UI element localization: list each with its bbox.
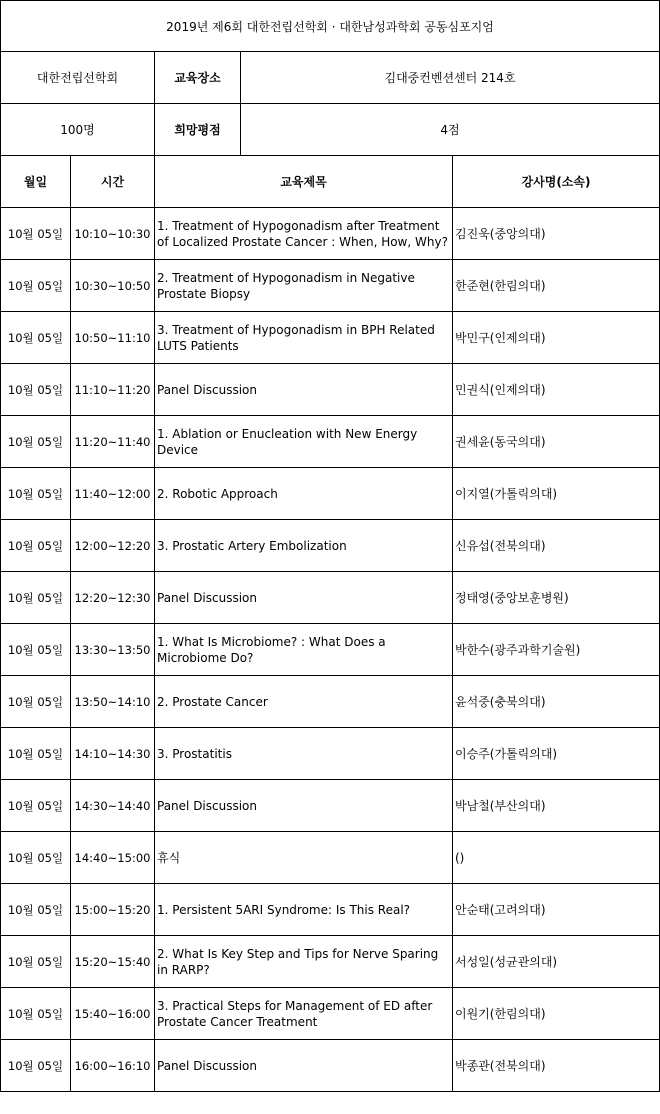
- date-cell: 10월 05일: [1, 780, 71, 832]
- date-cell: 10월 05일: [1, 208, 71, 260]
- time-cell: 11:40~12:00: [71, 468, 155, 520]
- table-row: [1, 468, 660, 520]
- date-cell: 10월 05일: [1, 988, 71, 1040]
- time-cell: 15:00~15:20: [71, 884, 155, 936]
- table-row: [1, 624, 660, 676]
- table-row: [1, 364, 660, 416]
- time-cell: 10:30~10:50: [71, 260, 155, 312]
- lecturer-cell: 박한수(광주과학기술원): [453, 624, 660, 676]
- lecturer-cell: (): [453, 832, 660, 884]
- table-row: [1, 312, 660, 364]
- lecturer-cell: 서성일(성균관의대): [453, 936, 660, 988]
- time-cell: 14:40~15:00: [71, 832, 155, 884]
- table-row: [1, 260, 660, 312]
- time-cell: 12:00~12:20: [71, 520, 155, 572]
- subject-cell: 휴식: [155, 832, 453, 884]
- date-cell: 10월 05일: [1, 676, 71, 728]
- info-row-venue: [1, 52, 660, 104]
- lecturer-cell: 이지열(가톨릭의대): [453, 468, 660, 520]
- time-cell: 10:10~10:30: [71, 208, 155, 260]
- lecturer-cell: 박민구(인제의대): [453, 312, 660, 364]
- subject-cell: 1. Ablation or Enucleation with New Energy Device: [155, 416, 453, 468]
- header-time: 시간: [71, 156, 155, 208]
- time-cell: 12:20~12:30: [71, 572, 155, 624]
- venue-label: 교육장소: [155, 52, 241, 104]
- lecturer-cell: 박종관(전북의대): [453, 1040, 660, 1092]
- table-row: [1, 884, 660, 936]
- date-cell: 10월 05일: [1, 572, 71, 624]
- table-row: [1, 416, 660, 468]
- score: 4점: [241, 104, 660, 156]
- venue: 김대중컨벤션센터 214호: [241, 52, 660, 104]
- time-cell: 11:20~11:40: [71, 416, 155, 468]
- date-cell: 10월 05일: [1, 260, 71, 312]
- subject-cell: 1. Persistent 5ARI Syndrome: Is This Real?: [155, 884, 453, 936]
- organizer: 대한전립선학회: [1, 52, 155, 104]
- subject-cell: 3. Treatment of Hypogonadism in BPH Related LUTS Patients: [155, 312, 453, 364]
- page-title: 2019년 제6회 대한전립선학회 · 대한남성과학회 공동심포지엄: [1, 1, 660, 52]
- table-row: [1, 208, 660, 260]
- time-cell: 14:30~14:40: [71, 780, 155, 832]
- header-lecturer: 강사명(소속): [453, 156, 660, 208]
- header-row: [1, 156, 660, 208]
- table-row: [1, 1040, 660, 1092]
- subject-cell: 3. Prostatic Artery Embolization: [155, 520, 453, 572]
- date-cell: 10월 05일: [1, 832, 71, 884]
- subject-cell: 2. Prostate Cancer: [155, 676, 453, 728]
- lecturer-cell: 윤석중(충북의대): [453, 676, 660, 728]
- subject-cell: 3. Prostatitis: [155, 728, 453, 780]
- subject-cell: Panel Discussion: [155, 364, 453, 416]
- date-cell: 10월 05일: [1, 1040, 71, 1092]
- subject-cell: 1. What Is Microbiome? : What Does a Microbiome Do?: [155, 624, 453, 676]
- title-row: [1, 1, 660, 52]
- table-row: [1, 780, 660, 832]
- time-cell: 16:00~16:10: [71, 1040, 155, 1092]
- lecturer-cell: 이원기(한림의대): [453, 988, 660, 1040]
- lecturer-cell: 박남철(부산의대): [453, 780, 660, 832]
- subject-cell: 2. Robotic Approach: [155, 468, 453, 520]
- time-cell: 11:10~11:20: [71, 364, 155, 416]
- table-row: [1, 520, 660, 572]
- lecturer-cell: 한준현(한림의대): [453, 260, 660, 312]
- lecturer-cell: 이승주(가톨릭의대): [453, 728, 660, 780]
- table-row: [1, 728, 660, 780]
- info-row-score: [1, 104, 660, 156]
- time-cell: 13:50~14:10: [71, 676, 155, 728]
- subject-cell: 3. Practical Steps for Management of ED after Prostate Cancer Treatment: [155, 988, 453, 1040]
- table-row: [1, 572, 660, 624]
- lecturer-cell: 권세윤(동국의대): [453, 416, 660, 468]
- subject-cell: 1. Treatment of Hypogonadism after Treatment of Localized Prostate Cancer : When, How, Why?: [155, 208, 453, 260]
- table-row: [1, 936, 660, 988]
- lecturer-cell: 신유섭(전북의대): [453, 520, 660, 572]
- time-cell: 13:30~13:50: [71, 624, 155, 676]
- lecturer-cell: 민권식(인제의대): [453, 364, 660, 416]
- table-row: [1, 988, 660, 1040]
- lecturer-cell: 안순태(고려의대): [453, 884, 660, 936]
- subject-cell: Panel Discussion: [155, 1040, 453, 1092]
- subject-cell: 2. What Is Key Step and Tips for Nerve Sparing in RARP?: [155, 936, 453, 988]
- date-cell: 10월 05일: [1, 312, 71, 364]
- table-row: [1, 832, 660, 884]
- time-cell: 14:10~14:30: [71, 728, 155, 780]
- date-cell: 10월 05일: [1, 624, 71, 676]
- header-date: 월일: [1, 156, 71, 208]
- subject-cell: Panel Discussion: [155, 572, 453, 624]
- table-row: [1, 676, 660, 728]
- date-cell: 10월 05일: [1, 520, 71, 572]
- time-cell: 15:20~15:40: [71, 936, 155, 988]
- subject-cell: 2. Treatment of Hypogonadism in Negative Prostate Biopsy: [155, 260, 453, 312]
- lecturer-cell: 김진욱(중앙의대): [453, 208, 660, 260]
- date-cell: 10월 05일: [1, 884, 71, 936]
- date-cell: 10월 05일: [1, 936, 71, 988]
- capacity: 100명: [1, 104, 155, 156]
- date-cell: 10월 05일: [1, 728, 71, 780]
- date-cell: 10월 05일: [1, 416, 71, 468]
- subject-cell: Panel Discussion: [155, 780, 453, 832]
- lecturer-cell: 정태영(중앙보훈병원): [453, 572, 660, 624]
- score-label: 희망평점: [155, 104, 241, 156]
- date-cell: 10월 05일: [1, 364, 71, 416]
- time-cell: 10:50~11:10: [71, 312, 155, 364]
- time-cell: 15:40~16:00: [71, 988, 155, 1040]
- header-subject: 교육제목: [155, 156, 453, 208]
- date-cell: 10월 05일: [1, 468, 71, 520]
